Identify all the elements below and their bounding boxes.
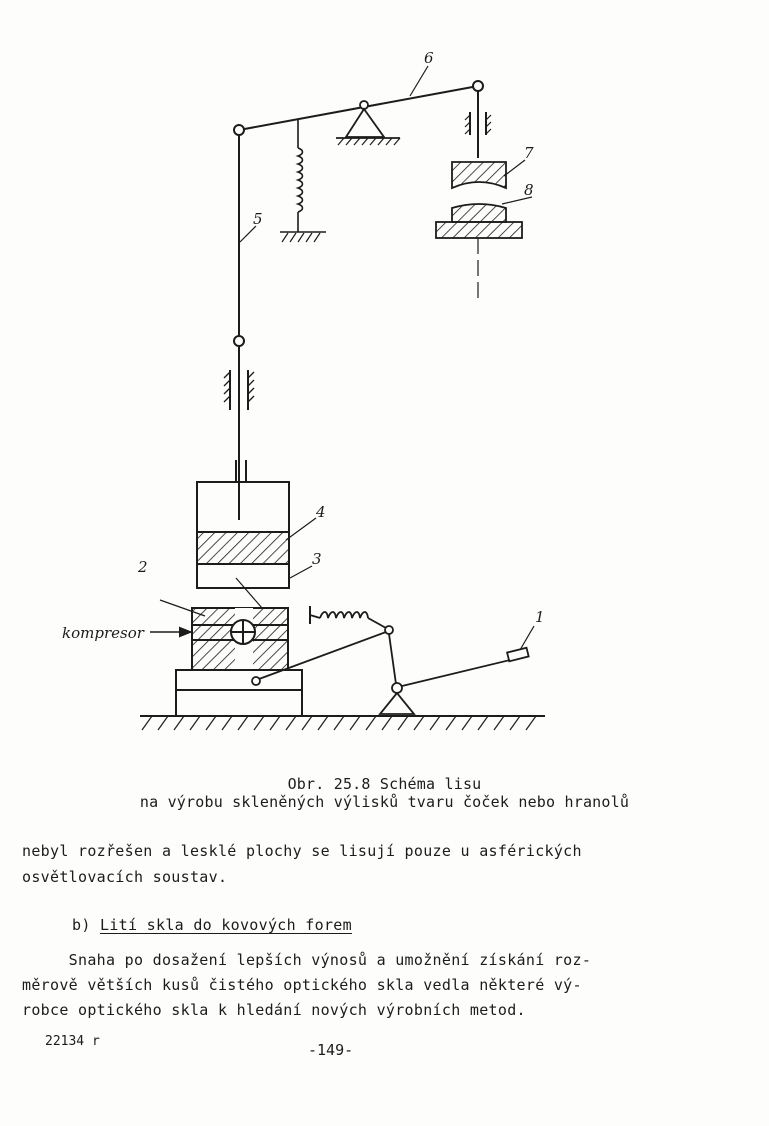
press-base: [140, 670, 545, 730]
figure-caption-line-1: Obr. 25.8 Schéma lisu: [287, 775, 482, 793]
section-heading-title: Lití skla do kovových forem: [100, 916, 352, 934]
return-spring: [280, 119, 326, 242]
section-heading-prefix: b): [72, 916, 91, 934]
paragraph-1-line-1: nebyl rozřešen a lesklé plochy se lisují pouze u asférických: [22, 842, 582, 860]
lower-die-8: [436, 197, 532, 300]
upper-die-7: [452, 160, 525, 188]
piston-4: [286, 518, 316, 540]
label-leaders: [236, 66, 428, 608]
document-code: 22134 r: [45, 1034, 100, 1049]
paragraph-2-line-1: Snaha po dosažení lepších výnosů a umožnění získání roz-: [22, 951, 592, 969]
page-number: -149-: [308, 1041, 354, 1059]
label-8: 8: [524, 181, 534, 199]
upper-die-guide: [465, 91, 491, 158]
paragraph-2-line-3: robce optického skla k hledání nových výrobních metod.: [22, 1001, 526, 1019]
paragraph-1-line-2: osvětlovacích soustav.: [22, 868, 228, 886]
valve-block-2: [150, 600, 288, 670]
label-4: 4: [316, 503, 326, 521]
press-cylinder-3: [197, 460, 312, 588]
label-3: 3: [312, 550, 322, 568]
label-7: 7: [524, 144, 534, 162]
pedal-linkage: [252, 606, 534, 714]
paragraph-2-line-2: měrově větších kusů čistého optického skla vedla některé vý-: [22, 976, 582, 994]
section-heading: [72, 916, 352, 934]
figure-caption-line-2: na výrobu skleněných výlisků tvaru čoček nebo hranolů: [139, 793, 630, 811]
label-6: 6: [424, 49, 434, 67]
label-5: 5: [253, 210, 263, 228]
label-2: 2: [138, 558, 148, 576]
label-1: 1: [535, 608, 545, 626]
fulcrum-support: [336, 101, 400, 145]
label-kompresor: kompresor: [62, 624, 144, 642]
lever-6: [234, 81, 483, 135]
